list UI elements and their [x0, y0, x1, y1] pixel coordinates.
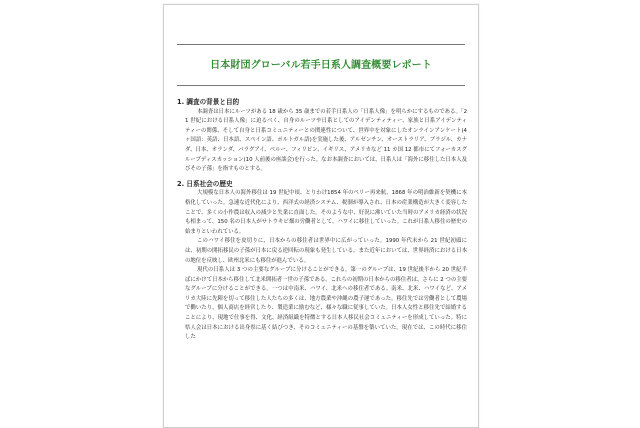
body-paragraph: 現代の日系人は 3 つの主要なグループに分けることができる。第一のグループは、19 世紀後半から 20 世紀半ばにかけて日本から移住して北米開拓者一世の子孫である。これらの初期の日本からの移住者は、さらに 2 つの主要なグループに分けることができる。一つは中南米、ハワイ、北米への移住者である。南米、北米、ハワイなど、アメリカ大陸に先陣を切って移住した人たちの多くは、地方農業や沖縄の農子運であった。移住先では労働者として農場で働いたり、個人商店を経営したり、製造業に励むなど、様々な職に従事していた。日本人女性と移住先で結婚することにより、現地で仕事を得、文化、経済組織を特徴とする日本人移民社会コミュニティーを形成していった。特に県人会は日本における出身県に基く結びつき、そのコミュニティーの基盤を築いていた。現在では、この時代に移住した [185, 267, 467, 341]
section-heading: 2. 日系社会の歴史 [177, 179, 233, 188]
document-page [163, 4, 479, 428]
title-bottom-rule [177, 85, 465, 86]
document-body [177, 98, 467, 343]
body-paragraph: 本調査は日本にルーツがある 18 歳から 35 歳までの若手日系人の「日系人像」を明らかにするものである。「21 世紀における日系人像」に迫るべく、自身のルーツや日系としてのアイデンティティー、家族と日系アイデンティティーの関係、そして自身と日系コミュニティーとの関連性について、世界中を対象にしたオンラインアンケート(4 ヶ国語：英語、日本語、スペイン語、ポルトガル語)を実施した後、アルゼンチン、オーストラリア、ブラジル、カナダ、日本、オランダ、パラグアイ、ペルー、フィリピン、イギリス、アメリカなど 11 カ国 12 都市にてフォーカスグループディスカッション(10 人前後の座談会)を行った。なお本調査においては、日系人は「海外に移住した日本人及びその子孫」を指すものとする。 [185, 108, 467, 173]
section-heading: 1. 調査の背景と目的 [177, 98, 240, 106]
body-paragraph: 大規模な日本人の海外移住は 19 世紀中頃、とりわけ1854 年のペリー再来航、1868 年の明治維新を契機に本格化していった。急速な近代化により、西洋式の経済システム、税制が導入され、日本の産業構造が大きく変容したことで、多くの小作農は収入の減少と失業に直面した。そのような中、好況に沸いていた当時のアメリカ経済の状況も相まって、150 名の日本人がサトウキビ畑の労働者として、ハワイに移住していった。これが日系人移住の歴史の始まりといわれている。 [185, 190, 467, 235]
document-title: 日本財団グローバル若手日系人調査概要レポート [210, 60, 432, 71]
title-top-rule [177, 44, 465, 45]
section-history [177, 180, 467, 343]
section-background [177, 98, 467, 175]
body-paragraph: このハワイ移住を皮切りに、日本からの移住者は世界中に広がっていった。1990 年代末から 21 世紀初頭には、初期の開拓移民の子孫が日本に戻る逆回転の現象も発生している。また近年においては、世界経済における日本の地位を反映し、欧州北米にも移住が進んでいる。 [185, 238, 467, 264]
